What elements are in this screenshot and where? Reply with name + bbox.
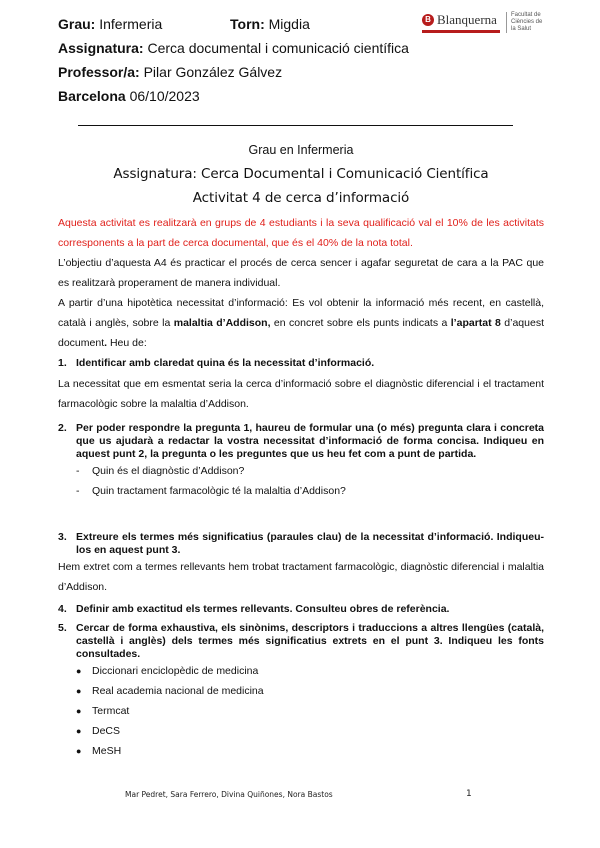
question-2-text: Per poder respondre la pregunta 1, haureu de formular una (o més) pregunta clara i concreta que us ajudarà a redactar la vostra necessitat d’informació de forma concisa. Indiqueu en aquest punt 2, la pregunta o les preguntes que us heu fet com a punt de partida. (76, 422, 544, 460)
question-1-text: Identificar amb claredat quina és la necessitat d’informació. (76, 357, 375, 369)
blanquerna-logo (422, 12, 544, 33)
torn-value: Migdia (264, 16, 310, 32)
torn-label: Torn: (230, 16, 265, 32)
question-5 (58, 622, 544, 661)
date-value: 06/10/2023 (125, 88, 200, 104)
source-text: Diccionari enciclopèdic de medicina (92, 665, 259, 677)
source-item (58, 661, 544, 681)
logo-circle-icon: B (422, 14, 434, 26)
question-3-number: 3. (58, 531, 67, 543)
logo-underline (422, 30, 500, 33)
source-item (58, 681, 544, 701)
question-4-text: Definir amb exactitud els termes rellevants. Consulteu obres de referència. (76, 603, 450, 615)
intro-b: en concret sobre els punts indicats a (270, 317, 451, 329)
grau-label: Grau: (58, 16, 96, 32)
source-item (58, 741, 544, 761)
intro-c: d’aquest document (58, 317, 544, 349)
professor-label: Professor/a: (58, 64, 140, 80)
source-item (58, 701, 544, 721)
activity-title: Activitat 4 de cerca d’informació (192, 190, 410, 206)
source-text: DeCS (92, 725, 121, 737)
intro-a: A partir d’una hipotètica necessitat d’informació: Es vol obtenir la informació més recent, en castellà, català i anglès, sobre la (58, 297, 544, 329)
footer-authors: Mar Pedret, Sara Ferrero, Divina Quiñones, Nora Bastos (125, 790, 333, 799)
dash-marker: - (76, 465, 80, 477)
answer-2-item (58, 461, 544, 481)
answer-2-item (58, 481, 544, 501)
source-text: Termcat (92, 705, 130, 717)
question-2-number: 2. (58, 422, 67, 434)
red-note: Aquesta activitat es realitzarà en grups de 4 estudiants i la seva qualificació val el 10% de les activitats corresponents a la part de cerca documental, que és el 40% de la nota total. (58, 217, 544, 249)
question-5-number: 5. (58, 622, 67, 634)
subject-title: Assignatura: Cerca Documental i Comunicació Científica (113, 166, 489, 182)
intro-paragraph (58, 293, 544, 353)
source-text: Real academia nacional de medicina (92, 685, 264, 697)
answer-1: La necessitat que em esmentat seria la cerca d’informació sobre el diagnòstic diferencial i el tractament farmacològic sobre la malaltia d’Addison. (58, 378, 544, 410)
header-divider (78, 125, 513, 126)
grau-value: Infermeria (95, 16, 163, 32)
intro-bold-apartat: l’apartat 8 (450, 317, 501, 329)
header-row-date (58, 84, 544, 108)
course-heading: Grau en Infermeria (248, 143, 354, 157)
answer-2-text: Quin tractament farmacològic té la malaltia d’Addison? (92, 485, 346, 497)
objective-paragraph: L’objectiu d’aquesta A4 és practicar el procés de cerca sencer i agafar seguretat de cara a la PAC que es realitzarà properament de manera individual. (58, 257, 544, 289)
intro-bold-addison: malaltia d’Addison, (173, 317, 271, 329)
document-body (58, 213, 544, 761)
torn-field (230, 12, 310, 36)
source-item (58, 721, 544, 741)
assignatura-value: Cerca documental i comunicació científica (143, 40, 409, 56)
dash-marker: - (76, 485, 80, 497)
professor-value: Pilar González Gálvez (139, 64, 283, 80)
logo-word: Blanquerna (437, 12, 497, 27)
logo-mark (422, 12, 500, 28)
assignatura-label: Assignatura: (58, 40, 144, 56)
bullet-icon: ● (76, 666, 82, 676)
intro-bold-dot: . (104, 337, 108, 349)
header-row-assignatura (58, 36, 544, 60)
page-number: 1 (466, 789, 472, 799)
question-1-number: 1. (58, 357, 67, 369)
question-5-text: Cercar de forma exhaustiva, els sinònims, descriptors i traduccions a altres llengües (català, castellà i anglès) dels termes més significatius extrets en el punt 3. Indiqueu les fonts consultades. (76, 622, 544, 660)
bullet-icon: ● (76, 686, 82, 696)
city-label: Barcelona (58, 88, 126, 104)
question-2 (58, 422, 544, 461)
bullet-icon: ● (76, 746, 82, 756)
question-1 (58, 357, 544, 370)
document-header (58, 12, 544, 108)
question-4 (58, 603, 544, 616)
intro-d: Heu de: (107, 337, 147, 349)
answer-3: Hem extret com a termes rellevants hem trobat tractament farmacològic, diagnòstic diferencial i malaltia d’Addison. (58, 561, 544, 593)
question-3 (58, 531, 544, 557)
source-text: MeSH (92, 745, 122, 757)
bullet-icon: ● (76, 726, 82, 736)
bullet-icon: ● (76, 706, 82, 716)
header-row-professor (58, 60, 544, 84)
logo-faculty: Facultat de Ciències de la Salut (506, 12, 544, 33)
logo-left (422, 12, 500, 33)
answer-2-text: Quin és el diagnòstic d’Addison? (92, 465, 245, 477)
question-4-number: 4. (58, 603, 67, 615)
question-3-text: Extreure els termes més significatius (paraules clau) de la necessitat d’informació. Indiqueu-los en aquest punt 3. (76, 531, 544, 556)
